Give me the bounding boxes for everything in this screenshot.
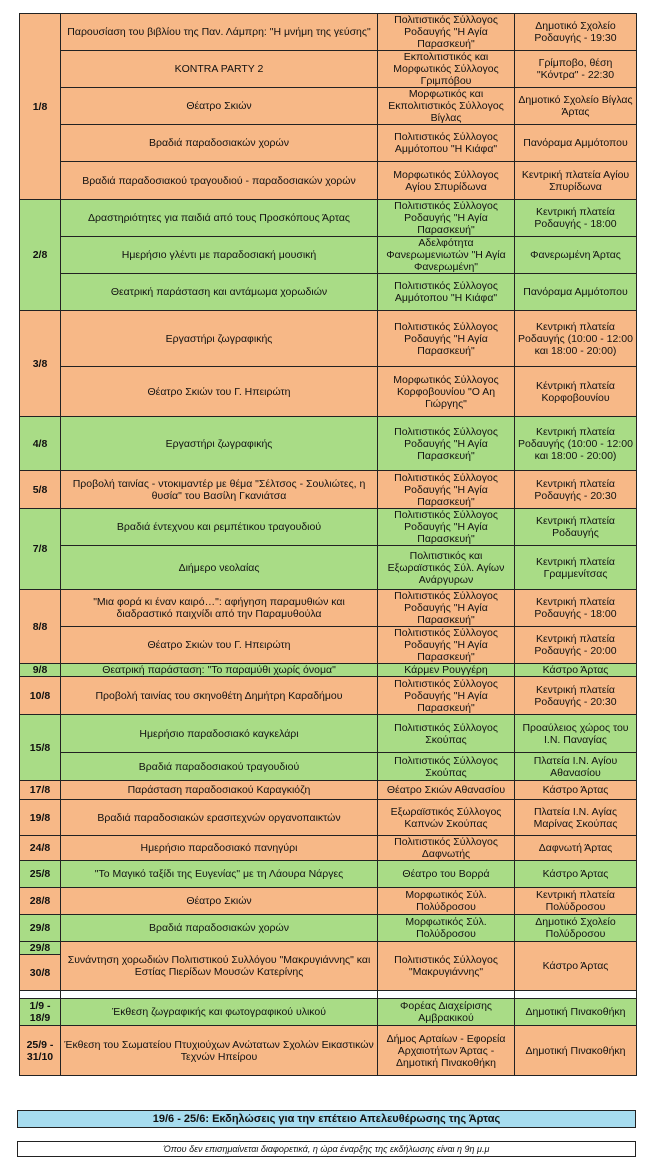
event-cell: "Μια φορά κι έναν καιρό…": αφήγηση παραμυθιών και διαδραστικό παιχνίδι από την Παραμυθούλα xyxy=(61,590,378,627)
table-row xyxy=(20,999,637,1026)
org-cell: Πολιτιστικός Σύλλογος Ροδαυγής "Η Αγία Παρασκευή" xyxy=(378,471,515,509)
table-row xyxy=(20,88,637,125)
place-cell: Κεντρική πλατεία Ροδαυγής - 20:00 xyxy=(515,627,637,664)
place-cell: Προαύλειος χώρος του Ι.Ν. Παναγίας xyxy=(515,715,637,753)
event-cell: Δραστηριότητες για παιδιά από τους Προσκόπους Άρτας xyxy=(61,200,378,237)
date-cell: 24/8 xyxy=(20,836,61,861)
org-cell: Μορφωτικός Σύλλογος Κορφοβουνίου "Ο Αη Γιώργης" xyxy=(378,367,515,417)
event-cell: Βραδιά έντεχνου και ρεμπέτικου τραγουδιού xyxy=(61,509,378,546)
org-cell: Μορφωτικός και Εκπολιτιστικός Σύλλογος Βίγλας xyxy=(378,88,515,125)
org-cell: Πολιτιστικός Σύλλογος Ροδαυγής "Η Αγία Παρασκευή" xyxy=(378,311,515,367)
event-cell: Εργαστήρι ζωγραφικής xyxy=(61,311,378,367)
place-cell: Δημοτική Πινακοθήκη xyxy=(515,999,637,1026)
date-cell: 25/8 xyxy=(20,861,61,888)
event-cell: Θέατρο Σκιών του Γ. Ηπειρώτη xyxy=(61,367,378,417)
start-time-note: Όπου δεν επισημαίνεται διαφορετικά, η ώρα έναρξης της εκδήλωσης είναι η 9η μ.μ xyxy=(17,1141,636,1157)
place-cell: Δημοτικό Σχολείο Ροδαυγής - 19:30 xyxy=(515,14,637,51)
date-cell: 29/8 xyxy=(20,915,61,942)
place-cell: Γρίμποβο, θέση "Κόντρα" - 22:30 xyxy=(515,51,637,88)
table-row xyxy=(20,367,637,417)
event-cell: Προβολή ταινίας - ντοκιμαντέρ με θέμα "Σέλτσος - Σουλιώτες, η θυσία" του Βασίλη Γκανιάτσα xyxy=(61,471,378,509)
org-cell: Μορφωτικός Σύλλογος Αγίου Σπυρίδωνα xyxy=(378,162,515,200)
date-cell: 28/8 xyxy=(20,888,61,915)
table-row xyxy=(20,274,637,311)
event-cell: Θεατρική παράσταση: "Το παραμύθι χωρίς όνομα" xyxy=(61,664,378,677)
event-cell: KONTRA PARTY 2 xyxy=(61,51,378,88)
table-row xyxy=(20,546,637,590)
table-row xyxy=(20,800,637,836)
date-cell: 3/8 xyxy=(20,311,61,417)
place-cell: Κάστρο Άρτας xyxy=(515,942,637,991)
event-cell: Έκθεση του Σωματείου Πτυχιούχων Ανώτατων Σχολών Εικαστικών Τεχνών Ηπείρου xyxy=(61,1026,378,1076)
event-cell: Θεατρική παράσταση και αντάμωμα χορωδιών xyxy=(61,274,378,311)
date-cell: 17/8 xyxy=(20,781,61,800)
org-cell: Κάρμεν Ρουγγέρη xyxy=(378,664,515,677)
org-cell: Δήμος Αρταίων - Εφορεία Αρχαιοτήτων Άρτας - Δημοτική Πινακοθήκη xyxy=(378,1026,515,1076)
table-row xyxy=(20,14,637,51)
date-cell: 30/8 xyxy=(20,955,61,991)
org-cell: Πολιτιστικός Σύλλογος Σκούπας xyxy=(378,753,515,781)
table-row xyxy=(20,162,637,200)
place-cell: Κεντρική πλατεία Ροδαυγής - 18:00 xyxy=(515,200,637,237)
org-cell xyxy=(378,991,515,999)
org-cell: Πολιτιστικός Σύλλογος Ροδαυγής "Η Αγία Παρασκευή" xyxy=(378,509,515,546)
table-row xyxy=(20,888,637,915)
table-row xyxy=(20,509,637,546)
event-cell: Βραδιά παραδοσιακών χορών xyxy=(61,125,378,162)
org-cell: Πολιτιστικός Σύλλογος Ροδαυγής "Η Αγία Παρασκευή" xyxy=(378,677,515,715)
place-cell: Κεντρική πλατεία Ροδαυγής xyxy=(515,509,637,546)
event-cell: Βραδιά παραδοσιακού τραγουδιού xyxy=(61,753,378,781)
place-cell: Κεντρική πλατεία Πολύδροσου xyxy=(515,888,637,915)
date-cell: 25/9 - 31/10 xyxy=(20,1026,61,1076)
table-row xyxy=(20,781,637,800)
table-row xyxy=(20,753,637,781)
event-cell xyxy=(61,991,378,999)
table-row xyxy=(20,590,637,627)
table-row xyxy=(20,991,637,999)
place-cell: Κάστρο Άρτας xyxy=(515,664,637,677)
place-cell xyxy=(515,991,637,999)
event-cell: Θέατρο Σκιών xyxy=(61,88,378,125)
table-row xyxy=(20,627,637,664)
event-cell: Εργαστήρι ζωγραφικής xyxy=(61,417,378,471)
date-cell: 4/8 xyxy=(20,417,61,471)
place-cell: Πλατεία Ι.Ν. Αγίας Μαρίνας Σκούπας xyxy=(515,800,637,836)
place-cell: Κάστρο Άρτας xyxy=(515,861,637,888)
date-cell: 9/8 xyxy=(20,664,61,677)
table-row xyxy=(20,125,637,162)
org-cell: Μορφωτικός Σύλ. Πολύδροσου xyxy=(378,915,515,942)
org-cell: Πολιτιστικός Σύλλογος Ροδαυγής "Η Αγία Παρασκευή" xyxy=(378,14,515,51)
table-row xyxy=(20,471,637,509)
org-cell: Πολιτιστικός Σύλλογος "Μακρυγιάννης" xyxy=(378,942,515,991)
events-schedule-table xyxy=(19,13,637,1076)
table-row xyxy=(20,51,637,88)
table-row xyxy=(20,861,637,888)
org-cell: Πολιτιστικός Σύλλογος Σκούπας xyxy=(378,715,515,753)
liberation-anniversary-banner: 19/6 - 25/6: Εκδηλώσεις για την επέτειο Απελευθέρωσης της Άρτας xyxy=(17,1110,636,1128)
table-row xyxy=(20,915,637,942)
place-cell: Δημοτική Πινακοθήκη xyxy=(515,1026,637,1076)
table-row xyxy=(20,836,637,861)
org-cell: Εκπολιτιστικός και Μορφωτικός Σύλλογος Γριμπόβου xyxy=(378,51,515,88)
place-cell: Κεντρική πλατεία Ροδαυγής (10:00 - 12:00 και 18:00 - 20:00) xyxy=(515,311,637,367)
date-cell: 7/8 xyxy=(20,509,61,590)
date-cell: 5/8 xyxy=(20,471,61,509)
place-cell: Φανερωμένη Άρτας xyxy=(515,237,637,274)
date-cell: 8/8 xyxy=(20,590,61,664)
event-cell: Βραδιά παραδοσιακών ερασιτεχνών οργανοπαικτών xyxy=(61,800,378,836)
event-cell: Διήμερο νεολαίας xyxy=(61,546,378,590)
date-cell: 19/8 xyxy=(20,800,61,836)
place-cell: Κεντρική πλατεία Γραμμενίτσας xyxy=(515,546,637,590)
place-cell: Κέντρική πλατεία Κορφοβουνίου xyxy=(515,367,637,417)
place-cell: Πανόραμα Αμμότοπου xyxy=(515,125,637,162)
org-cell: Θέατρο του Βορρά xyxy=(378,861,515,888)
org-cell: Πολιτιστικός Σύλλογος Ροδαυγής "Η Αγία Παρασκευή" xyxy=(378,417,515,471)
place-cell: Κεντρική πλατεία Ροδαυγής - 20:30 xyxy=(515,471,637,509)
date-cell: 10/8 xyxy=(20,677,61,715)
event-cell: Προβολή ταινίας του σκηνοθέτη Δημήτρη Καραδήμου xyxy=(61,677,378,715)
event-cell: "Το Μαγικό ταξίδι της Ευγενίας" με τη Λάουρα Νάργες xyxy=(61,861,378,888)
date-cell xyxy=(20,991,61,999)
org-cell: Πολιτιστικός Σύλλογος Ροδαυγής "Η Αγία Παρασκευή" xyxy=(378,627,515,664)
org-cell: Πολιτιστικός και Εξωραϊστικός Σύλ. Αγίων Ανάργυρων xyxy=(378,546,515,590)
event-cell: Συνάντηση χορωδιών Πολιτιστικού Συλλόγου "Μακρυγιάννης" και Εστίας Πιερίδων Μουσών Κατερίνης xyxy=(61,942,378,991)
org-cell: Πολιτιστικός Σύλλογος Δαφνωτής xyxy=(378,836,515,861)
event-cell: Παρουσίαση του βιβλίου της Παν. Λάμπρη: "Η μνήμη της γεύσης" xyxy=(61,14,378,51)
place-cell: Δημοτικό Σχολείο Πολύδροσου xyxy=(515,915,637,942)
org-cell: Πολιτιστικός Σύλλογος Ροδαυγής "Η Αγία Παρασκευή" xyxy=(378,590,515,627)
table-row xyxy=(20,311,637,367)
org-cell: Πολιτιστικός Σύλλογος Αμμότοπου "Η Κιάφα" xyxy=(378,125,515,162)
event-cell: Παράσταση παραδοσιακού Καραγκιόζη xyxy=(61,781,378,800)
table-row xyxy=(20,664,637,677)
table-row xyxy=(20,942,637,955)
event-cell: Έκθεση ζωγραφικής και φωτογραφικού υλικού xyxy=(61,999,378,1026)
event-cell: Ημερήσιο παραδοσιακό καγκελάρι xyxy=(61,715,378,753)
place-cell: Πλατεία Ι.Ν. Αγίου Αθανασίου xyxy=(515,753,637,781)
place-cell: Κεντρική πλατεία Ροδαυγής - 18:00 xyxy=(515,590,637,627)
org-cell: Πολιτιστικός Σύλλογος Αμμότοπου "Η Κιάφα" xyxy=(378,274,515,311)
date-cell: 2/8 xyxy=(20,200,61,311)
event-cell: Ημερήσιο παραδοσιακό πανηγύρι xyxy=(61,836,378,861)
event-cell: Ημερήσιο γλέντι με παραδοσιακή μουσική xyxy=(61,237,378,274)
table-row xyxy=(20,200,637,237)
place-cell: Δημοτικό Σχολείο Βίγλας Άρτας xyxy=(515,88,637,125)
date-cell: 1/8 xyxy=(20,14,61,200)
org-cell: Μορφωτικός Σύλ. Πολύδροσου xyxy=(378,888,515,915)
table-row xyxy=(20,677,637,715)
table-row xyxy=(20,237,637,274)
event-cell: Θέατρο Σκιών xyxy=(61,888,378,915)
org-cell: Φορέας Διαχείρισης Αμβρακικού xyxy=(378,999,515,1026)
table-row xyxy=(20,1026,637,1076)
place-cell: Κεντρική πλατεία Ροδαυγής (10:00 - 12:00 και 18:00 - 20:00) xyxy=(515,417,637,471)
date-cell: 29/8 xyxy=(20,942,61,955)
date-cell: 1/9 - 18/9 xyxy=(20,999,61,1026)
place-cell: Πανόραμα Αμμότοπου xyxy=(515,274,637,311)
org-cell: Πολιτιστικός Σύλλογος Ροδαυγής "Η Αγία Παρασκευή" xyxy=(378,200,515,237)
date-cell: 15/8 xyxy=(20,715,61,781)
event-cell: Βραδιά παραδοσιακού τραγουδιού - παραδοσιακών χορών xyxy=(61,162,378,200)
org-cell: Αδελφότητα Φανερωμενιωτών "Η Αγία Φανερωμένη" xyxy=(378,237,515,274)
table-row xyxy=(20,715,637,753)
place-cell: Κεντρική πλατεία Ροδαυγής - 20:30 xyxy=(515,677,637,715)
table-row xyxy=(20,417,637,471)
event-cell: Θέατρο Σκιών του Γ. Ηπειρώτη xyxy=(61,627,378,664)
place-cell: Δαφνωτή Άρτας xyxy=(515,836,637,861)
event-cell: Βραδιά παραδοσιακών χορών xyxy=(61,915,378,942)
place-cell: Κεντρική πλατεία Αγίου Σπυρίδωνα xyxy=(515,162,637,200)
org-cell: Θέατρο Σκιών Αθανασίου xyxy=(378,781,515,800)
org-cell: Εξωραϊστικός Σύλλογος Καπνών Σκούπας xyxy=(378,800,515,836)
place-cell: Κάστρο Άρτας xyxy=(515,781,637,800)
